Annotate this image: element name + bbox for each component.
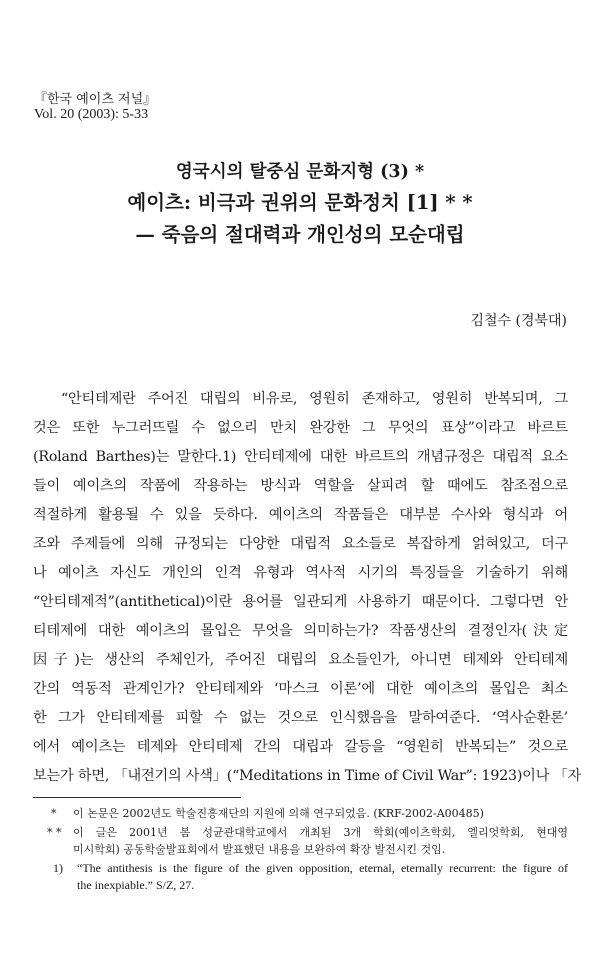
footnotes [33, 805, 568, 896]
footnote-line: 이 글은 2001년 봄 성균관대학교에서 개최된 3개 학회(예이츠학회, 엘리엇학회, 현대영 [73, 826, 568, 839]
body-line: 간의 역동적 관계인가? 안티테제와 ‘마스크 이론’에 대한 예이츠의 몰입은 최소 [33, 681, 568, 697]
body-line: 에서 예이츠는 테제와 안티테제 간의 대립과 갈등을 “영원히 반복되는” 것으로 [33, 739, 568, 755]
footnote-divider [33, 797, 241, 798]
body-line: 적절하게 활용될 수 있을 듯하다. 예이츠의 작품들은 대부분 수사와 형식과 어 [33, 507, 568, 523]
footnote [33, 805, 568, 822]
article-title: 예이츠: 비극과 권위의 문화정치 [1] * * [127, 191, 473, 214]
body-line: 한 그가 안티테제를 피할 수 없는 것으로 인식했음을 말하여준다. ‘역사순환론’ [33, 710, 568, 726]
body-line: “안티테제란 주어진 대립의 비유로, 영원히 존재하고, 영원히 반복되며, 그 [61, 391, 568, 407]
footnote-line: the inexpiable.” S/Z, 27. [77, 878, 195, 892]
series-title: 영국시의 탈중심 문화지형 (3) * [175, 162, 425, 182]
body-line: 因子)는 생산의 주체인가, 주어진 대립의 요소들인가, 아니면 테제와 안티테제 [33, 652, 568, 668]
author-line: 김철수 (경북대) [470, 313, 567, 329]
body-line: 나 예이츠 자신도 개인의 인격 유형과 역사적 시기의 특징들을 기술하기 위해 [33, 565, 568, 581]
body-line: 티테제에 대한 예이츠의 몰입은 무엇을 의미하는가? 작품생산의 결정인자(決定 [33, 623, 568, 639]
volume-info: Vol. 20 (2003): 5-33 [34, 107, 149, 122]
footnote [33, 824, 568, 858]
footnote-line: 이 논문은 2002년도 학술진흥재단의 지원에 의해 연구되었음. (KRF-2002-A00485) [73, 807, 484, 820]
body-line: 들이 예이츠의 작품에 작용하는 방식과 역할을 살피려 할 때에도 참조점으로 [33, 478, 568, 494]
footnote-line: 미시학회) 공동학술발표회에서 발표했던 내용을 보완하여 확장 발전시킨 것임. [73, 843, 446, 856]
footnote-mark: * * [47, 826, 62, 839]
journal-name: 『한국 예이츠 저널』 [34, 92, 157, 107]
body-paragraph [33, 385, 581, 791]
title-block [0, 158, 600, 250]
footnote-mark: 1) [53, 861, 63, 875]
body-line: 보는가 하면, 「내전기의 사색」(“Meditations in Time of Civil War”: 1923)이나 「자 [33, 768, 581, 784]
body-line: (Roland Barthes)는 말한다.1) 안티테제에 대한 바르트의 개념규정은 대립적 요소 [33, 449, 568, 465]
article-subtitle: — 죽음의 절대력과 개인성의 모순대립 [135, 223, 465, 246]
body-line: “안티테제적”(antithetical)이란 용어를 일관되게 사용하기 때문이다. 그렇다면 안 [33, 594, 568, 610]
journal-header [34, 92, 156, 122]
footnote-mark: * [51, 807, 57, 820]
body-line: 조와 주제들에 의해 규정되는 다양한 대립적 요소들로 복잡하게 얽혀있고, 더구 [33, 536, 568, 552]
footnote-line: “The antithesis is the figure of the given opposition, eternal, eternally recurrent: the figure of [77, 861, 568, 875]
body-line: 것은 또한 누그러뜨릴 수 없으리 만치 완강한 그 무엇의 표상”이라고 바르트 [33, 420, 568, 436]
footnote [33, 860, 568, 894]
